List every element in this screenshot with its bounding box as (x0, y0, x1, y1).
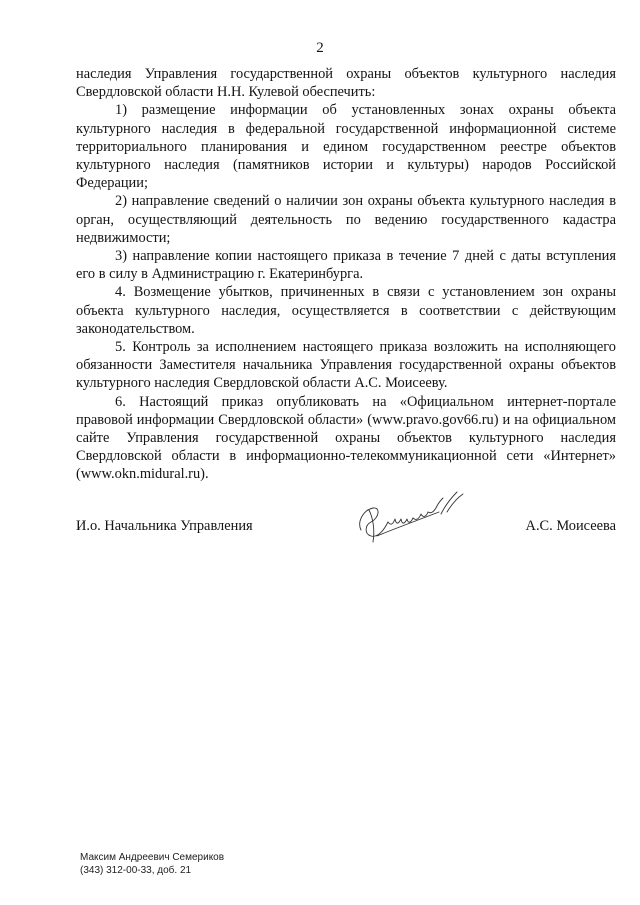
paragraph-item-3: 3) направление копии настоящего приказа в течение 7 дней с даты вступления его в силу в Администрацию г. Екатеринбурга. (76, 248, 616, 283)
paragraph-item-2: 2) направление сведений о наличии зон охраны объекта культурного наследия в орган, осуществляющий деятельность по ведению государственного кадастра недвижимости; (76, 193, 616, 246)
paragraph-item-1: 1) размещение информации об установленных зонах охраны объекта культурного наследия в федеральной государственной информационной системе территориального планирования и едином государственном реестре объектов культурного наследия (памятников истории и культуры) народов Российской Федерации; (76, 102, 616, 192)
executor-name: Максим Андреевич Семериков (80, 852, 225, 863)
paragraph-clause-6: 6. Настоящий приказ опубликовать на «Официальном интернет-портале правовой информации Свердловской области» (www.pravo.gov66.ru) и на официальном сайте Управления государственной охраны объектов культурного наследия Свердловской области в информационно-телекоммуникационной сети «Интернет» (www.okn.midural.ru). (76, 393, 616, 483)
paragraph-clause-5: 5. Контроль за исполнением настоящего приказа возложить на исполняющего обязанности Заместителя начальника Управления государственной охраны объектов культурного наследия Свердловской области А.С. Моисееву. (76, 339, 616, 392)
signature-row (76, 518, 616, 540)
paragraph-intro: наследия Управления государственной охраны объектов культурного наследия Свердловской области Н.Н. Кулевой обеспечить: (76, 66, 616, 101)
signer-name: А.С. Моисеева (525, 518, 616, 534)
executor-phone: (343) 312-00-33, доб. 21 (80, 864, 192, 876)
document-body (76, 65, 616, 484)
paragraph-clause-4: 4. Возмещение убытков, причиненных в связи с установлением зон охраны объекта культурного наследия, осуществляется в соответствии с действующим законодательством. (76, 284, 616, 337)
executor-footer (80, 852, 224, 877)
signer-title: И.о. Начальника Управления (76, 518, 253, 534)
page-number: 2 (316, 40, 324, 56)
